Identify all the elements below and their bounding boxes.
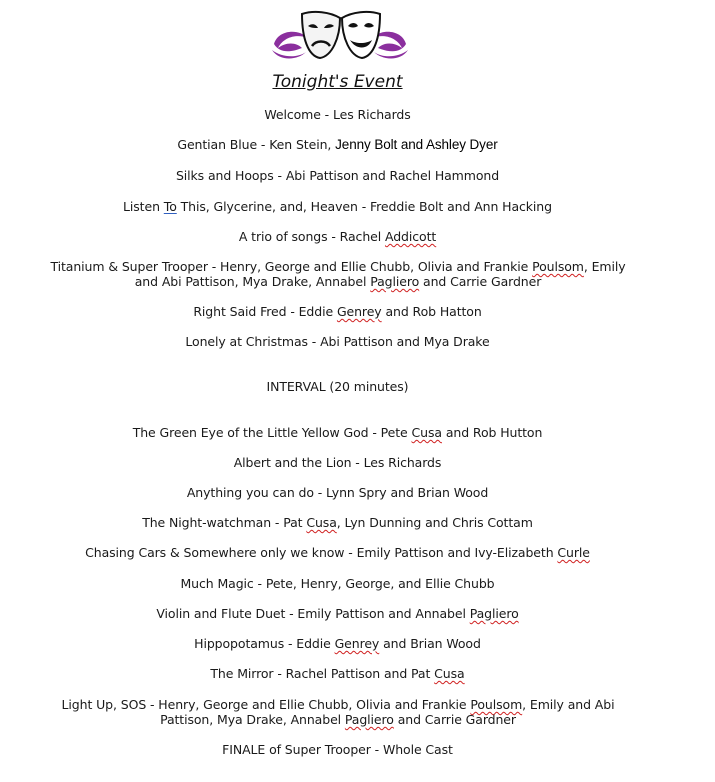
program-item: The Mirror - Rachel Pattison and Pat Cusa xyxy=(210,666,465,681)
program-item: The Green Eye of the Little Yellow God - Pete Cusa and Rob Hutton xyxy=(132,425,543,440)
program-item: Titanium & Super Trooper - Henry, George and Ellie Chubb, Olivia and Frankie Poulsom, Emily and Abi Pattison, Mya Drake, Annabel Pagliero and Carrie Gardner xyxy=(50,259,626,289)
program-item: Hippopotamus - Eddie Genrey and Brian Wood xyxy=(194,636,481,651)
program-item: Right Said Fred - Eddie Genrey and Rob Hatton xyxy=(193,304,482,319)
program-item: Welcome - Les Richards xyxy=(264,107,411,122)
program-item: Light Up, SOS - Henry, George and Ellie Chubb, Olivia and Frankie Poulsom, Emily and Abi Pattison, Mya Drake, Annabel Pagliero and Carrie Gardner xyxy=(61,697,615,727)
program-item: Anything you can do - Lynn Spry and Brian Wood xyxy=(186,485,489,500)
page-title: Tonight's Event xyxy=(272,72,403,92)
program-item: Lonely at Christmas - Abi Pattison and Mya Drake xyxy=(185,334,490,349)
program-item: Albert and the Lion - Les Richards xyxy=(233,455,442,470)
program-item: Much Magic - Pete, Henry, George, and Ellie Chubb xyxy=(180,576,495,591)
program-item-finale: FINALE of Super Trooper - Whole Cast xyxy=(222,742,453,757)
program-item: A trio of songs - Rachel Addicott xyxy=(238,229,437,244)
program-item: Violin and Flute Duet - Emily Pattison and Annabel Pagliero xyxy=(156,606,519,621)
program-item: Listen To This, Glycerine, and, Heaven - Freddie Bolt and Ann Hacking xyxy=(123,199,552,214)
program-item: Chasing Cars & Somewhere only we know - Emily Pattison and Ivy-Elizabeth Curle xyxy=(85,545,590,560)
interval-label: INTERVAL (20 minutes) xyxy=(266,379,409,394)
program-item: Silks and Hoops - Abi Pattison and Rachel Hammond xyxy=(175,168,500,183)
program-item: Gentian Blue - Ken Stein, Jenny Bolt and Ashley Dyer xyxy=(177,137,498,152)
program-item: The Night-watchman - Pat Cusa, Lyn Dunning and Chris Cottam xyxy=(142,515,533,530)
theatre-masks-icon xyxy=(268,8,412,64)
